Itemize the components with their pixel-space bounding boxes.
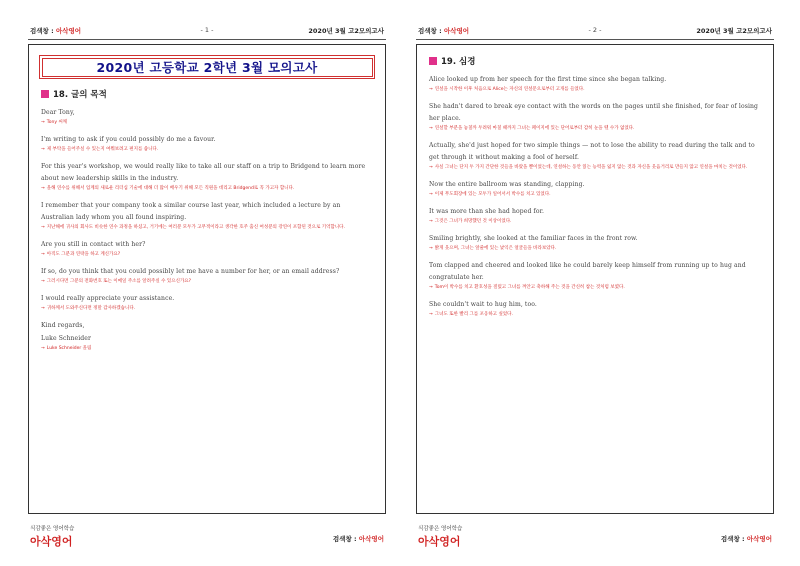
content-frame [28, 44, 386, 514]
korean-translation [429, 191, 761, 199]
arrow-icon: → [41, 225, 45, 230]
arrow-icon: → [429, 165, 433, 170]
korean-translation-text: 아직도 그분과 연락을 하고 계신가요? [46, 252, 121, 257]
korean-translation-text: Tom이 박수를 치고 환호성을 질렀고 그녀를 껴안고 축하해 주는 것을 간신히 참는 것처럼 보였다. [434, 285, 625, 290]
footer-search-value: 아삭영어 [746, 535, 772, 543]
page-number: - 2 - [588, 26, 602, 34]
arrow-icon: → [41, 147, 45, 152]
header-inspector-value: 아삭영어 [443, 27, 470, 35]
page-number: - 1 - [200, 26, 214, 34]
arrow-icon: → [429, 246, 433, 251]
korean-translation [41, 251, 373, 259]
header-inspector-value: 아삭영어 [55, 27, 82, 35]
korean-translation-text: 사실 그녀는 단지 두 가지 간단한 것들을 바랐을 뿐이었는데, 연설하는 동안 읽는 능력을 잃지 않는 것과 자신을 웃음거리로 만들지 않고 연설을 마치는 것이었다. [434, 165, 748, 170]
header-inspector-label: 검색창 : [418, 27, 444, 35]
footer-slogan: 식감좋은 영어학습 [30, 526, 75, 532]
exam-name: 2020년 3월 고2모의고사 [696, 27, 772, 35]
korean-translation-text: 연설할 부분을 놓칠까 두려워 마칠 때까지 그녀는 페이지에 있는 단어로부터 감히 눈을 뗄 수가 없었다. [434, 126, 635, 131]
header-divider [28, 39, 386, 40]
footer-search [333, 534, 384, 543]
english-sentence: I would really appreciate your assistance. [41, 295, 175, 302]
arrow-icon: → [41, 306, 45, 311]
korean-translation-text: 지난해에 귀사의 회사도 비슷한 연수 과정을 하셨고, 거기에는 여러분 모두가 고무적이라고 생각한 호주 출신 여성분의 강연이 포함된 것으로 기억합니다. [46, 225, 345, 230]
english-sentence: Alice looked up from her speech for the first time since she began talking. [429, 76, 667, 83]
korean-translation-text: 연설을 시작한 이후 처음으로 Alice는 자신의 연설문으로부터 고개를 들었다. [434, 87, 585, 92]
korean-translation-text: 올해 연수를 위해서 업계의 새로운 리더십 기술에 대해 더 많이 배우기 위해 모든 직원을 데리고 Bridgend로 꼭 가고자 합니다. [46, 186, 295, 191]
page-footer [30, 524, 384, 554]
english-sentence: For this year's workshop, we would really like to take all our staff on a trip to Bridgend to learn more about new leadership skills in the industry. [41, 163, 366, 182]
arrow-icon: → [41, 120, 45, 125]
passage-content [429, 74, 761, 326]
section-heading [429, 55, 475, 67]
exam-title: 2020년 고등학교 2학년 3월 모의고사 [42, 58, 373, 77]
arrow-icon: → [41, 252, 45, 257]
section-title: 19. 심경 [441, 57, 476, 67]
arrow-icon: → [41, 279, 45, 284]
page-footer [418, 524, 772, 554]
arrow-icon: → [429, 285, 433, 290]
arrow-icon: → [429, 126, 433, 131]
english-sentence: She couldn't wait to hug him, too. [429, 301, 537, 308]
korean-translation [41, 119, 373, 127]
korean-translation-text: 이제 무도회장에 있는 모두가 일어서서 박수를 치고 있었다. [434, 192, 551, 197]
page-1 [24, 0, 390, 566]
page-header [418, 26, 772, 38]
english-sentence: Dear Tony, [41, 109, 75, 116]
english-sentence: I remember that your company took a similar course last year, which included a lecture by an Australian lady whom you all found inspiring. [41, 202, 341, 221]
arrow-icon: → [429, 87, 433, 92]
footer-search-label: 검색창 : [720, 535, 747, 543]
section-square-icon [41, 90, 49, 98]
korean-translation-text: Tony 씨께 [46, 120, 68, 125]
arrow-icon: → [429, 312, 433, 317]
english-sentence: I'm writing to ask if you could possibly do me a favour. [41, 136, 216, 143]
korean-translation [429, 311, 761, 319]
footer-search [721, 534, 772, 543]
arrow-icon: → [429, 219, 433, 224]
korean-translation [41, 305, 373, 313]
korean-translation [429, 218, 761, 226]
korean-translation [429, 284, 761, 292]
korean-translation-text: Luke Schneider 올림 [46, 346, 92, 351]
footer-slogan: 식감좋은 영어학습 [418, 526, 463, 532]
arrow-icon: → [41, 346, 45, 351]
korean-translation [429, 164, 761, 172]
korean-translation-text: 그것은 그녀가 희망했던 것 이상이었다. [434, 219, 512, 224]
korean-translation-text: 제 부탁을 들어주실 수 있는지 여쭤보려고 편지를 씁니다. [46, 147, 159, 152]
korean-translation-text: 귀하께서 도와주신다면 정말 감사하겠습니다. [46, 306, 136, 311]
section-heading [41, 88, 107, 100]
english-sentence: She hadn't dared to break eye contact with the words on the pages until she finished, for fear of losing her place. [429, 103, 759, 122]
english-sentence: Now the entire ballroom was standing, clapping. [429, 181, 585, 188]
arrow-icon: → [429, 192, 433, 197]
korean-translation [41, 224, 373, 232]
korean-translation [41, 146, 373, 154]
english-sentence: Smiling brightly, she looked at the familiar faces in the front row. [429, 235, 638, 242]
arrow-icon: → [41, 186, 45, 191]
english-sentence: Luke Schneider [41, 335, 92, 342]
passage-content [41, 107, 373, 360]
footer-search-label: 검색창 : [332, 535, 359, 543]
header-inspector-label: 검색창 : [30, 27, 56, 35]
header-divider [416, 39, 774, 40]
footer-search-value: 아삭영어 [358, 535, 384, 543]
korean-translation [41, 278, 373, 286]
korean-translation [41, 345, 373, 353]
section-title: 18. 글의 목적 [53, 90, 107, 100]
footer-brand-logo: 아삭영어 [30, 535, 73, 548]
footer-brand-logo: 아삭영어 [418, 535, 461, 548]
korean-translation [429, 86, 761, 94]
korean-translation-text: 그녀도 또한 빨리 그를 포옹하고 싶었다. [434, 312, 513, 317]
page-2 [412, 0, 778, 566]
korean-translation [41, 185, 373, 193]
page-header [30, 26, 384, 38]
english-sentence: Actually, she'd just hoped for two simple things — not to lose the ability to read during the talk and to get through it without making a fool of herself. [429, 142, 755, 161]
english-sentence: If so, do you think that you could possibly let me have a number for her, or an email address? [41, 268, 340, 275]
exam-name: 2020년 3월 고2모의고사 [308, 27, 384, 35]
content-frame [416, 44, 774, 514]
korean-translation-text: 밝게 웃으며, 그녀는 앞줄에 있는 낯익은 얼굴들을 바라보았다. [434, 246, 557, 251]
korean-translation-text: 그러시다면 그분의 전화번호 또는 이메일 주소를 알려주실 수 있으신가요? [46, 279, 192, 284]
section-square-icon [429, 57, 437, 65]
korean-translation [429, 245, 761, 253]
english-sentence: Kind regards, [41, 322, 85, 329]
english-sentence: Are you still in contact with her? [41, 241, 146, 248]
english-sentence: Tom clapped and cheered and looked like he could barely keep himself from running up to hug and congratulate her. [429, 262, 746, 281]
english-sentence: It was more than she had hoped for. [429, 208, 545, 215]
korean-translation [429, 125, 761, 133]
title-box [39, 55, 375, 79]
